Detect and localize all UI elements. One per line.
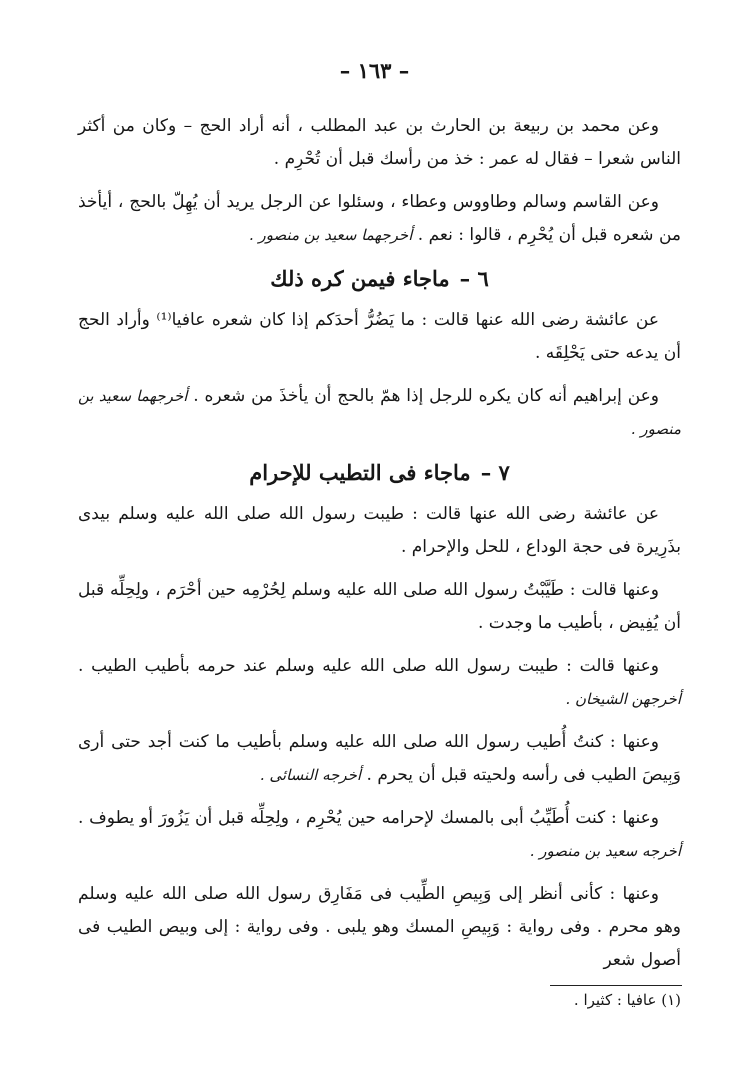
paragraph-text: عن عائشة رضى الله عنها قالت : ما يَضُرُّ أحدَكم إذا كان شعره عافيا⁽¹⁾ وأراد الحج أن يدعه حتى يَحْلِقَه . bbox=[78, 310, 681, 363]
paragraph bbox=[78, 498, 681, 564]
paragraph-text: وعن القاسم وسالم وطاووس وعطاء ، وسئلوا عن الرجل يريد أن يُهِلّ بالحج ، أيأخذ من شعره قبل أن يُحْرِم ، قالوا : نعم . bbox=[78, 192, 681, 245]
section-heading bbox=[78, 262, 681, 296]
paragraph-text: وعنها : كنت أُطَيِّبُ أبى بالمسك لإحرامه حين يُحْرِم ، ولِحِلِّه قبل أن يَزُورَ أو يطوف . bbox=[78, 808, 659, 828]
paragraph-text: وعن إبراهيم أنه كان يكره للرجل إذا همّ بالحج أن يأخذَ من شعره . bbox=[193, 386, 659, 406]
paragraph bbox=[78, 802, 681, 868]
paragraph bbox=[78, 380, 681, 446]
paragraph-text: وعن محمد بن ربيعة بن الحارث بن عبد المطلب ، أنه أراد الحج – وكان من أكثر الناس شعرا – فقال له عمر : خذ من رأسك قبل أن تُحْرِم . bbox=[78, 116, 681, 169]
paragraph-text: وعنها : كأنى أنظر إلى وَبِيصِ الطِّيب فى مَفَارِق رسول الله صلى الله عليه وسلم وهو محرم . وفى رواية : وَبِيصِ المسك وهو يلبى . وفى رواية : إلى وبيص الطيب فى أصول شعر bbox=[78, 884, 681, 970]
paragraph-text: عن عائشة رضى الله عنها قالت : طيبت رسول الله صلى الله عليه وسلم بيدى بذَرِيرة فى حجة الوداع ، للحل والإحرام . bbox=[78, 504, 681, 557]
paragraph bbox=[78, 650, 681, 716]
source-attribution: أخرجهما سعيد بن منصور . bbox=[249, 226, 413, 244]
paragraph bbox=[78, 574, 681, 640]
footnote-divider bbox=[550, 985, 682, 986]
paragraph bbox=[78, 186, 681, 252]
page-body bbox=[78, 110, 681, 987]
section-heading bbox=[78, 456, 681, 490]
paragraph bbox=[78, 110, 681, 176]
source-attribution: أخرجه النسائى . bbox=[259, 766, 362, 784]
source-attribution: أخرجهن الشيخان . bbox=[565, 690, 681, 708]
paragraph bbox=[78, 726, 681, 792]
footnote: (١) عافيا : كثيرا . bbox=[573, 991, 681, 1009]
page-number: – ١٦٣ – bbox=[339, 58, 410, 83]
section-number: ٧ – bbox=[480, 460, 510, 485]
section-title: ماجاء فيمن كره ذلك bbox=[270, 266, 450, 291]
paragraph-text: وعنها قالت : طيبت رسول الله صلى الله عليه وسلم عند حرمه بأطيب الطيب . bbox=[78, 656, 659, 676]
source-attribution: أخرجهما سعيد بن منصور . bbox=[78, 387, 681, 438]
section-title: ماجاء فى التطيب للإحرام bbox=[249, 460, 471, 485]
paragraph bbox=[78, 304, 681, 370]
source-attribution: أخرجه سعيد بن منصور . bbox=[529, 842, 681, 860]
section-number: ٦ – bbox=[459, 266, 489, 291]
paragraph bbox=[78, 878, 681, 977]
paragraph-text: وعنها : كنتُ أُطيب رسول الله صلى الله عليه وسلم بأطيب ما كنت أجد حتى أرى وَبِيصَ الطيب فى رأسه ولحيته قبل أن يحرم . bbox=[78, 732, 681, 785]
paragraph-text: وعنها قالت : طَيَّبْتُ رسول الله صلى الله عليه وسلم لِحُرْمِه حين أحْرَم ، ولِحِلِّه قبل أن يُفِيض ، بأطيب ما وجدت . bbox=[78, 580, 681, 633]
